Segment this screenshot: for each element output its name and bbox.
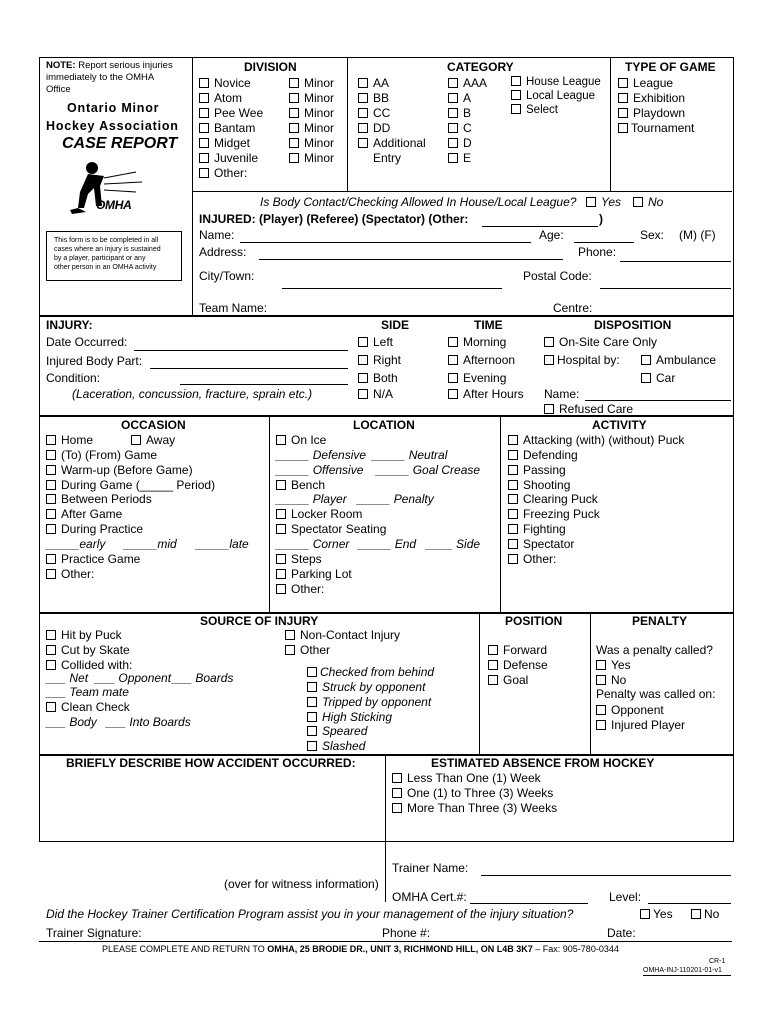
position-divider [590,612,591,754]
source-into-boards[interactable]: ___ Into Boards [106,715,191,729]
checkbox-icon[interactable] [596,720,606,730]
checkbox-icon[interactable] [544,355,554,365]
checkbox-icon[interactable] [448,337,458,347]
disposition-ambulance[interactable]: Ambulance [641,353,716,367]
division-other[interactable]: Other: [199,166,247,180]
checkbox-icon[interactable] [307,667,317,677]
absence-heading: ESTIMATED ABSENCE FROM HOCKEY [431,756,655,770]
checkbox-icon[interactable] [544,337,554,347]
division-atom[interactable]: Atom [199,91,242,105]
trainer-divider [385,840,386,902]
org-name-line2: Hockey Association [46,119,179,133]
location-spectator-seating[interactable]: Spectator Seating [276,522,386,536]
level-input[interactable] [648,903,731,904]
division-juvenile[interactable]: Juvenile [199,151,258,165]
activity-other[interactable]: Other: [508,552,556,566]
header-divider [192,57,193,315]
note-line-2: immediately to the OMHA [46,72,155,83]
category-aa[interactable]: AA [358,76,389,90]
trainer-yes[interactable]: Yes [640,907,673,921]
checkbox-icon[interactable] [199,108,209,118]
division-minor[interactable]: Minor [289,151,334,165]
source-non-contact[interactable]: Non-Contact Injury [285,628,400,642]
checkbox-icon[interactable] [511,104,521,114]
category-bb[interactable]: BB [358,91,389,105]
injured-close: ) [599,212,603,226]
practice-early[interactable]: _____early [46,537,106,551]
footer-code-1: CR-1 [709,958,726,965]
body-part-input[interactable] [150,368,348,369]
checkbox-icon[interactable] [46,630,56,640]
address-input[interactable] [259,259,563,260]
postal-input[interactable] [600,288,731,289]
trainer-question: Did the Hockey Trainer Certification Program assist you in your management of the injury situation? [46,907,574,921]
source-slashed[interactable]: Slashed [307,739,365,753]
absence-more-three-weeks[interactable]: More Than Three (3) Weeks [392,801,557,815]
source-clean-check[interactable]: Clean Check [46,700,130,714]
penalty-injured-player[interactable]: Injured Player [596,718,685,732]
condition-input[interactable] [180,384,348,385]
location-divider [500,415,501,612]
division-bantam[interactable]: Bantam [199,121,255,135]
location-locker-room[interactable]: Locker Room [276,507,362,521]
penalty-yes[interactable]: Yes [596,658,631,672]
activity-passing[interactable]: Passing [508,463,566,477]
checkbox-icon[interactable] [488,645,498,655]
org-name-line1: Ontario Minor [67,101,160,115]
position-goal[interactable]: Goal [488,673,528,687]
note-line-3: Office [46,84,71,95]
checkbox-icon[interactable] [289,153,299,163]
source-checked-from-behind[interactable]: Checked from behind [307,665,434,679]
activity-fighting[interactable]: Fighting [508,522,566,536]
checkbox-icon[interactable] [448,78,458,88]
location-goal-crease[interactable]: _____ Goal Crease [376,463,481,477]
activity-freezing-puck[interactable]: Freezing Puck [508,507,600,521]
category-b[interactable]: B [448,106,471,120]
footer-code-2: OMHA-INJ-110201-01-v1 [643,967,722,974]
game-type-heading: TYPE OF GAME [625,60,716,74]
location-offensive[interactable]: _____ Offensive [276,463,364,477]
small-note-line: This form is to be completed in all [54,237,159,244]
source-tripped[interactable]: Tripped by opponent [307,695,431,709]
occasion-after-game[interactable]: After Game [46,507,122,521]
time-heading: TIME [474,318,503,332]
checkbox-icon[interactable] [276,509,286,519]
source-boards[interactable]: ___ Boards [172,671,234,685]
source-struck[interactable]: Struck by opponent [307,680,425,694]
checkbox-icon[interactable] [618,123,628,133]
describe-heading: BRIEFLY DESCRIBE HOW ACCIDENT OCCURRED: [66,756,356,770]
disposition-hospital[interactable]: Hospital by: [544,353,620,367]
checkbox-icon[interactable] [307,726,317,736]
activity-spectator[interactable]: Spectator [508,537,574,551]
checkbox-icon[interactable] [276,554,286,564]
city-input[interactable] [282,288,502,289]
checkbox-icon[interactable] [508,435,518,445]
division-heading: DIVISION [244,60,297,74]
category-local-league[interactable]: Local League [511,89,595,103]
penalty-no[interactable]: No [596,673,626,687]
checkbox-icon[interactable] [46,554,56,564]
source-net[interactable]: ___ Net [46,671,89,685]
source-heading: SOURCE OF INJURY [200,614,319,628]
source-cut-by-skate[interactable]: Cut by Skate [46,643,130,657]
occasion-home[interactable]: Home [46,433,93,447]
checkbox-icon[interactable] [508,450,518,460]
disposition-refused[interactable]: Refused Care [544,402,633,416]
checkbox-icon[interactable] [285,630,295,640]
occasion-heading: OCCASION [121,418,186,432]
checkbox-icon[interactable] [544,404,554,414]
checkbox-icon[interactable] [641,373,651,383]
checkbox-icon[interactable] [508,539,518,549]
occasion-divider [269,415,270,612]
location-heading: LOCATION [353,418,415,432]
location-end[interactable]: _____ End [358,537,417,551]
source-hit-by-puck[interactable]: Hit by Puck [46,628,122,642]
checkbox-icon[interactable] [46,450,56,460]
checkbox-icon[interactable] [199,168,209,178]
logo-text: OMHA [96,198,132,212]
checkbox-icon[interactable] [691,909,701,919]
body-contact-no[interactable]: No [633,195,663,209]
activity-clearing-puck[interactable]: Clearing Puck [508,492,598,506]
checkbox-icon[interactable] [46,435,56,445]
activity-attacking[interactable]: Attacking (with) (without) Puck [508,433,684,447]
checkbox-icon[interactable] [46,465,56,475]
practice-late[interactable]: _____late [196,537,249,551]
checkbox-icon[interactable] [508,554,518,564]
describe-divider [385,754,386,840]
checkbox-icon[interactable] [488,660,498,670]
source-divider [479,612,480,754]
checkbox-icon[interactable] [633,197,643,207]
absence-one-three-weeks[interactable]: One (1) to Three (3) Weeks [392,786,553,800]
side-right[interactable]: Right [358,353,401,367]
checkbox-icon[interactable] [448,138,458,148]
checkbox-icon[interactable] [131,435,141,445]
checkbox-icon[interactable] [289,93,299,103]
game-type-playdown[interactable]: Playdown [618,106,685,120]
position-heading: POSITION [505,614,563,628]
disposition-onsite[interactable]: On-Site Care Only [544,335,657,349]
checkbox-icon[interactable] [448,123,458,133]
checkbox-icon[interactable] [46,569,56,579]
division-minor[interactable]: Minor [289,76,334,90]
category-entry: Entry [373,151,402,165]
centre-label: Centre: [553,301,593,315]
checkbox-icon[interactable] [276,584,286,594]
activity-defending[interactable]: Defending [508,448,578,462]
name-input[interactable] [240,242,531,243]
checkbox-icon[interactable] [596,660,606,670]
address-label: Address: [199,245,247,259]
injured-other-line [482,226,598,227]
checkbox-icon[interactable] [508,480,518,490]
checkbox-icon[interactable] [199,138,209,148]
penalty-called-on: Penalty was called on: [596,687,716,701]
location-neutral[interactable]: _____ Neutral [372,448,448,462]
phone-input[interactable] [620,261,731,262]
trainer-name-input[interactable] [481,875,731,876]
checkbox-icon[interactable] [596,675,606,685]
sex-options[interactable]: (M) (F) [679,228,716,242]
condition-hint: (Laceration, concussion, fracture, sprain etc.) [72,387,313,401]
category-additional[interactable]: Additional [358,136,426,150]
team-label: Team Name: [199,301,268,315]
checkbox-icon[interactable] [392,773,402,783]
checkbox-icon[interactable] [358,389,368,399]
checkbox-icon[interactable] [586,197,596,207]
body-contact-question: Is Body Contact/Checking Allowed In House/Local League? [260,195,577,209]
disposition-heading: DISPOSITION [594,318,672,332]
checkbox-icon[interactable] [511,90,521,100]
checkbox-icon[interactable] [276,435,286,445]
small-note-line: other person in an OMHA activity [54,264,157,271]
location-side[interactable]: ____ Side [426,537,481,551]
division-midget[interactable]: Midget [199,136,250,150]
location-steps[interactable]: Steps [276,552,322,566]
disposition-name-input[interactable] [585,400,731,401]
category-divider [610,57,611,191]
occasion-other[interactable]: Other: [46,567,94,581]
checkbox-icon[interactable] [508,524,518,534]
location-penalty[interactable]: _____ Penalty [357,492,434,506]
penalty-question: Was a penalty called? [596,643,713,657]
source-collided[interactable]: Collided with: [46,658,132,672]
location-bench[interactable]: Bench [276,478,325,492]
division-minor[interactable]: Minor [289,121,334,135]
source-opponent[interactable]: ___ Opponent [95,671,172,685]
name-label: Name: [199,228,235,242]
checkbox-icon[interactable] [289,123,299,133]
checkbox-icon[interactable] [285,645,295,655]
checkbox-icon[interactable] [641,355,651,365]
checkbox-icon[interactable] [46,480,56,490]
game-type-tournament[interactable]: Tournament [618,121,694,135]
describe-textarea[interactable] [42,772,380,892]
trainer-phone-label: Phone #: [382,926,431,940]
time-after-hours[interactable]: After Hours [448,387,524,401]
time-afternoon[interactable]: Afternoon [448,353,515,367]
checkbox-icon[interactable] [307,712,317,722]
condition-label: Condition: [46,371,101,385]
date-occurred-input[interactable] [134,350,348,351]
occasion-away[interactable]: Away [131,433,175,447]
checkbox-icon[interactable] [448,93,458,103]
penalty-opponent[interactable]: Opponent [596,703,664,717]
checkbox-icon[interactable] [46,509,56,519]
checkbox-icon[interactable] [276,569,286,579]
checkbox-icon[interactable] [448,373,458,383]
category-e[interactable]: E [448,151,471,165]
footer-line [39,941,732,942]
category-d[interactable]: D [448,136,472,150]
division-novice[interactable]: Novice [199,76,251,90]
side-na[interactable]: N/A [358,387,393,401]
age-label: Age: [539,228,564,242]
checkbox-icon[interactable] [392,803,402,813]
category-heading: CATEGORY [447,60,514,74]
checkbox-icon[interactable] [511,76,521,86]
activity-heading: ACTIVITY [592,418,647,432]
checkbox-icon[interactable] [46,494,56,504]
checkbox-icon[interactable] [358,355,368,365]
checkbox-icon[interactable] [358,108,368,118]
location-defensive[interactable]: _____ Defensive [276,448,367,462]
checkbox-icon[interactable] [307,682,317,692]
category-dd[interactable]: DD [358,121,390,135]
checkbox-icon[interactable] [276,524,286,534]
small-note-line: cases where an injury is sustained [54,246,161,253]
level-label: Level: [609,890,642,904]
checkbox-icon[interactable] [596,705,606,715]
page-title: CASE REPORT [62,135,178,152]
division-other-line [200,191,266,192]
injured-heading: INJURED: (Player) (Referee) (Spectator) (Other: [199,212,469,226]
source-speared[interactable]: Speared [307,724,367,738]
location-on-ice[interactable]: On Ice [276,433,326,447]
category-c[interactable]: C [448,121,472,135]
checkbox-icon[interactable] [358,373,368,383]
sex-label: Sex: [640,228,665,242]
side-left[interactable]: Left [358,335,393,349]
source-body[interactable]: ___ Body [46,715,97,729]
category-aaa[interactable]: AAA [448,76,487,90]
checkbox-icon[interactable] [508,494,518,504]
note: NOTE: Report serious injuries [46,60,173,71]
category-a[interactable]: A [448,91,471,105]
position-forward[interactable]: Forward [488,643,547,657]
checkbox-icon[interactable] [618,108,628,118]
age-input[interactable] [574,242,634,243]
source-teammate[interactable]: ___ Team mate [46,685,129,699]
checkbox-icon[interactable] [289,108,299,118]
checkbox-icon[interactable] [199,153,209,163]
checkbox-icon[interactable] [358,93,368,103]
checkbox-icon[interactable] [199,93,209,103]
witness-note: (over for witness information) [224,877,379,891]
category-select[interactable]: Select [511,103,558,117]
checkbox-icon[interactable] [46,645,56,655]
category-house-league[interactable]: House League [511,75,601,89]
checkbox-icon[interactable] [199,78,209,88]
absence-less-one-week[interactable]: Less Than One (1) Week [392,771,541,785]
location-other[interactable]: Other: [276,582,324,596]
trainer-name-label: Trainer Name: [392,861,469,875]
checkbox-icon[interactable] [358,78,368,88]
checkbox-icon[interactable] [46,524,56,534]
checkbox-icon[interactable] [448,389,458,399]
checkbox-icon[interactable] [508,509,518,519]
occasion-practice-game[interactable]: Practice Game [46,552,140,566]
signature-label: Trainer Signature: [46,926,142,940]
checkbox-icon[interactable] [289,138,299,148]
division-minor[interactable]: Minor [289,136,334,150]
body-part-label: Injured Body Part: [46,354,143,368]
division-minor[interactable]: Minor [289,91,334,105]
checkbox-icon[interactable] [618,78,628,88]
postal-label: Postal Code: [523,269,592,283]
cert-input[interactable] [470,903,588,904]
practice-mid[interactable]: _____mid [124,537,177,551]
checkbox-icon[interactable] [358,337,368,347]
activity-shooting[interactable]: Shooting [508,478,570,492]
penalty-heading: PENALTY [632,614,688,628]
category-cc[interactable]: CC [358,106,390,120]
game-type-exhibition[interactable]: Exhibition [618,91,685,105]
checkbox-icon[interactable] [307,697,317,707]
header-row-line [192,191,732,192]
checkbox-icon[interactable] [448,355,458,365]
checkbox-icon[interactable] [392,788,402,798]
occasion-to-from-game[interactable]: (To) (From) Game [46,448,157,462]
division-divider [347,57,348,191]
checkbox-icon[interactable] [358,138,368,148]
time-evening[interactable]: Evening [448,371,506,385]
body-contact-yes[interactable]: Yes [586,195,621,209]
occasion-warm-up[interactable]: Warm-up (Before Game) [46,463,193,477]
checkbox-icon[interactable] [276,480,286,490]
game-type-league[interactable]: League [618,76,673,90]
cert-label: OMHA Cert.#: [392,890,467,904]
location-player[interactable]: _____ Player [276,492,347,506]
trainer-date-label: Date: [607,926,636,940]
checkbox-icon[interactable] [46,702,56,712]
checkbox-icon[interactable] [289,78,299,88]
occasion-during-practice[interactable]: During Practice [46,522,143,536]
checkbox-icon[interactable] [508,465,518,475]
checkbox-icon[interactable] [307,741,317,751]
occasion-during-game[interactable]: During Game (_____ Period) [46,478,215,492]
checkbox-icon[interactable] [358,123,368,133]
omha-logo [66,158,156,220]
checkbox-icon[interactable] [448,108,458,118]
footer-text: PLEASE COMPLETE AND RETURN TO OMHA, 25 BRODIE DR., UNIT 3, RICHMOND HILL, ON L4B 3K7 – Fax: 905-780-0344 [102,944,619,954]
side-heading: SIDE [381,318,410,332]
checkbox-icon[interactable] [640,909,650,919]
division-peewee[interactable]: Pee Wee [199,106,263,120]
small-note-line: by a player, participant or any [54,255,146,262]
phone-label: Phone: [578,245,617,259]
checkbox-icon[interactable] [46,660,56,670]
checkbox-icon[interactable] [618,93,628,103]
trainer-no[interactable]: No [691,907,719,921]
position-defense[interactable]: Defense [488,658,548,672]
division-minor[interactable]: Minor [289,106,334,120]
injury-heading: INJURY: [46,318,93,332]
time-morning[interactable]: Morning [448,335,506,349]
checkbox-icon[interactable] [488,675,498,685]
disposition-car[interactable]: Car [641,371,675,385]
disposition-name-label: Name: [544,387,580,401]
occasion-between-periods[interactable]: Between Periods [46,492,152,506]
location-parking[interactable]: Parking Lot [276,567,352,581]
city-label: City/Town: [199,269,255,283]
source-high-sticking[interactable]: High Sticking [307,710,392,724]
side-both[interactable]: Both [358,371,398,385]
date-occurred-label: Date Occurred: [46,335,128,349]
checkbox-icon[interactable] [199,123,209,133]
source-other[interactable]: Other [285,643,330,657]
checkbox-icon[interactable] [448,153,458,163]
location-corner[interactable]: _____ Corner [276,537,350,551]
